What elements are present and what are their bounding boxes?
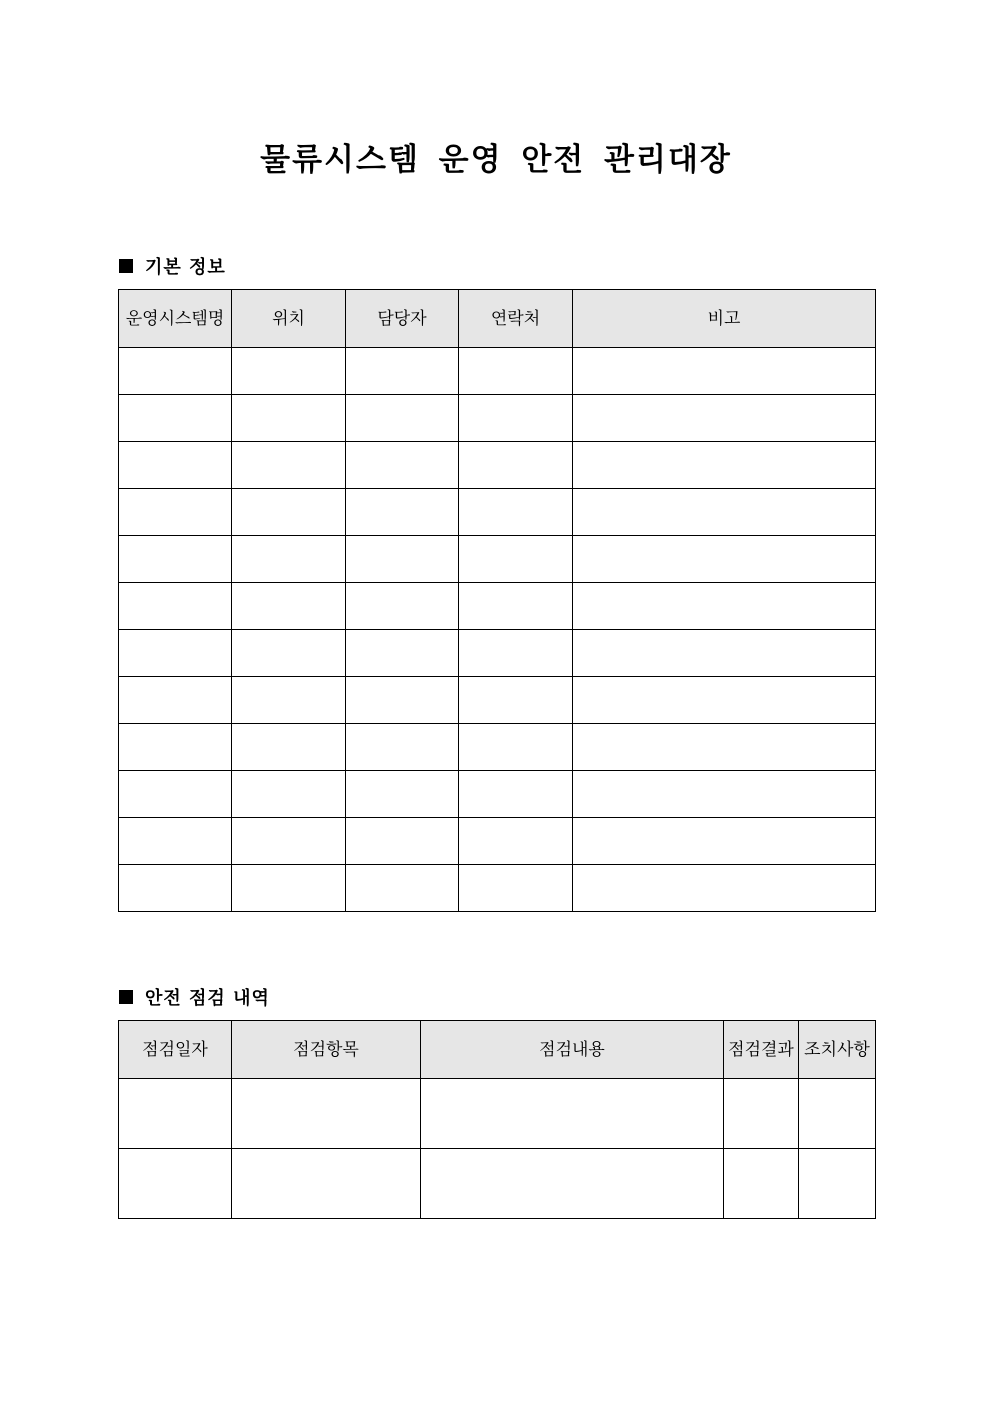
table-cell[interactable] (459, 724, 573, 771)
table-cell[interactable] (459, 395, 573, 442)
table-cell[interactable] (573, 442, 876, 489)
table-cell[interactable] (119, 818, 232, 865)
table-cell[interactable] (119, 442, 232, 489)
section-heading-safety-inspection (119, 984, 270, 1010)
table-cell[interactable] (119, 1149, 232, 1219)
table-cell[interactable] (459, 348, 573, 395)
table-cell[interactable] (459, 630, 573, 677)
table-row (119, 1149, 876, 1219)
table-cell[interactable] (119, 865, 232, 912)
table-cell[interactable] (346, 818, 459, 865)
table-cell[interactable] (346, 536, 459, 583)
safety-inspection-table (118, 1020, 876, 1219)
page-title: 물류시스템 운영 안전 관리대장 (260, 142, 732, 178)
table-cell[interactable] (232, 536, 346, 583)
table-cell[interactable] (799, 1149, 876, 1219)
table-cell[interactable] (346, 677, 459, 724)
column-header-system-name: 운영시스템명 (119, 290, 232, 348)
table-cell[interactable] (459, 442, 573, 489)
table-cell[interactable] (459, 865, 573, 912)
table-cell[interactable] (573, 348, 876, 395)
column-header-location: 위치 (232, 290, 346, 348)
table-cell[interactable] (232, 489, 346, 536)
table-cell[interactable] (459, 677, 573, 724)
table-cell[interactable] (459, 771, 573, 818)
table-cell[interactable] (119, 583, 232, 630)
table-cell[interactable] (573, 630, 876, 677)
column-header-remarks: 비고 (573, 290, 876, 348)
table-cell[interactable] (232, 818, 346, 865)
table-cell[interactable] (346, 489, 459, 536)
table-cell[interactable] (724, 1149, 799, 1219)
table-cell[interactable] (421, 1079, 724, 1149)
square-bullet-icon (119, 990, 133, 1004)
column-header-inspection-details: 점검내용 (421, 1021, 724, 1079)
column-header-inspection-date: 점검일자 (119, 1021, 232, 1079)
table-cell[interactable] (346, 442, 459, 489)
table-cell[interactable] (119, 489, 232, 536)
table-cell[interactable] (119, 630, 232, 677)
table-cell[interactable] (119, 771, 232, 818)
table-cell[interactable] (573, 724, 876, 771)
table-cell[interactable] (459, 489, 573, 536)
table-cell[interactable] (573, 395, 876, 442)
table-cell[interactable] (573, 818, 876, 865)
basic-info-table (118, 289, 876, 912)
section-heading-basic-info (119, 253, 226, 279)
table-cell[interactable] (346, 583, 459, 630)
table-row (119, 583, 876, 630)
table-cell[interactable] (232, 771, 346, 818)
table-row (119, 348, 876, 395)
table-row (119, 677, 876, 724)
section-heading-label: 안전 점검 내역 (145, 988, 270, 1009)
table-cell[interactable] (119, 724, 232, 771)
table-cell[interactable] (573, 536, 876, 583)
table-cell[interactable] (232, 395, 346, 442)
table-cell[interactable] (724, 1079, 799, 1149)
table-cell[interactable] (119, 395, 232, 442)
table-cell[interactable] (346, 630, 459, 677)
table-cell[interactable] (573, 865, 876, 912)
table-cell[interactable] (232, 348, 346, 395)
table-cell[interactable] (232, 630, 346, 677)
table-cell[interactable] (799, 1079, 876, 1149)
table-cell[interactable] (573, 677, 876, 724)
table-row (119, 865, 876, 912)
table-cell[interactable] (232, 1149, 421, 1219)
table-cell[interactable] (232, 1079, 421, 1149)
table-cell[interactable] (459, 536, 573, 583)
table-cell[interactable] (573, 489, 876, 536)
table-cell[interactable] (573, 583, 876, 630)
table-cell[interactable] (232, 442, 346, 489)
table-row (119, 489, 876, 536)
table-cell[interactable] (346, 395, 459, 442)
table-cell[interactable] (232, 724, 346, 771)
table-cell[interactable] (232, 865, 346, 912)
column-header-contact: 연락처 (459, 290, 573, 348)
table-row (119, 630, 876, 677)
table-row (119, 536, 876, 583)
table-row (119, 724, 876, 771)
section-heading-label: 기본 정보 (145, 257, 226, 278)
table-cell[interactable] (346, 724, 459, 771)
column-header-manager: 담당자 (346, 290, 459, 348)
table-cell[interactable] (459, 583, 573, 630)
table-cell[interactable] (232, 677, 346, 724)
table-cell[interactable] (119, 536, 232, 583)
table-row (119, 1079, 876, 1149)
table-row (119, 818, 876, 865)
column-header-inspection-item: 점검항목 (232, 1021, 421, 1079)
table-cell[interactable] (346, 865, 459, 912)
table-row (119, 442, 876, 489)
table-row (119, 771, 876, 818)
table-cell[interactable] (459, 818, 573, 865)
table-cell[interactable] (346, 771, 459, 818)
column-header-action-taken: 조치사항 (799, 1021, 876, 1079)
square-bullet-icon (119, 259, 133, 273)
table-row (119, 395, 876, 442)
table-cell[interactable] (119, 677, 232, 724)
table-header-row (119, 290, 876, 348)
table-cell[interactable] (119, 1079, 232, 1149)
table-cell[interactable] (421, 1149, 724, 1219)
table-cell[interactable] (346, 348, 459, 395)
column-header-inspection-result: 점검결과 (724, 1021, 799, 1079)
table-cell[interactable] (573, 771, 876, 818)
table-cell[interactable] (232, 583, 346, 630)
table-header-row (119, 1021, 876, 1079)
table-cell[interactable] (119, 348, 232, 395)
